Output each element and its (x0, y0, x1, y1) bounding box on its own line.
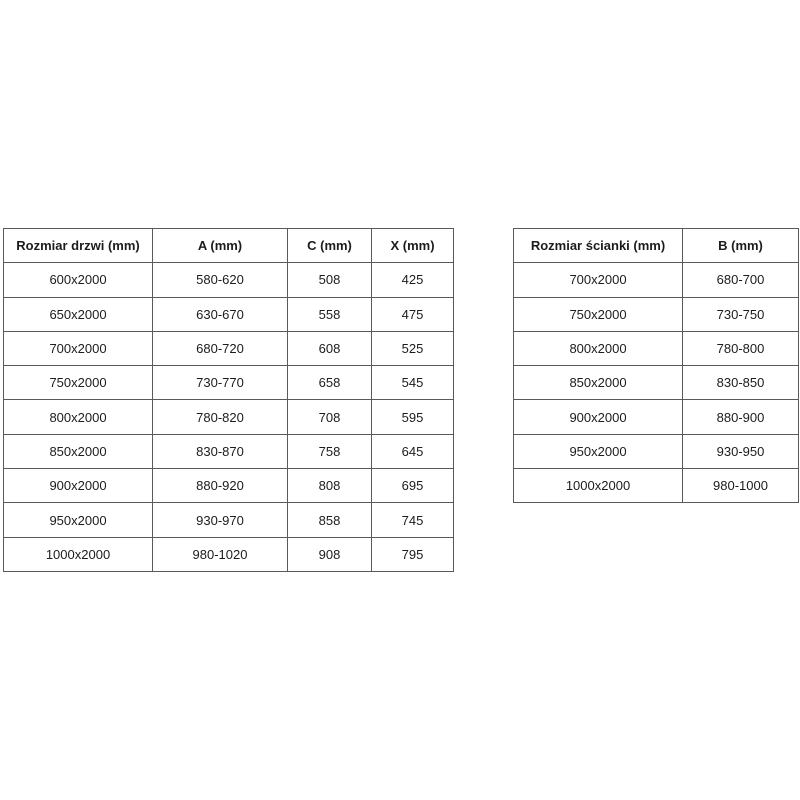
table-cell: 475 (372, 297, 454, 331)
door-size-table (3, 228, 454, 572)
table-cell: 808 (288, 469, 372, 503)
table-header-row (4, 229, 454, 263)
table-cell: 1000x2000 (514, 469, 683, 503)
table-row (514, 331, 799, 365)
table-cell: 800x2000 (4, 400, 153, 434)
table-row (4, 503, 454, 537)
table-cell: 930-970 (153, 503, 288, 537)
table-row (4, 400, 454, 434)
column-header: C (mm) (288, 229, 372, 263)
table-cell: 830-850 (683, 366, 799, 400)
column-header: B (mm) (683, 229, 799, 263)
table-row (514, 263, 799, 297)
table-row (514, 434, 799, 468)
table-cell: 780-800 (683, 331, 799, 365)
table-cell: 850x2000 (514, 366, 683, 400)
table-cell: 558 (288, 297, 372, 331)
table-cell: 595 (372, 400, 454, 434)
table-cell: 508 (288, 263, 372, 297)
table-cell: 1000x2000 (4, 537, 153, 571)
table-row (4, 263, 454, 297)
table-cell: 750x2000 (4, 366, 153, 400)
table-row (4, 366, 454, 400)
table-cell: 758 (288, 434, 372, 468)
table-cell: 708 (288, 400, 372, 434)
table-cell: 745 (372, 503, 454, 537)
table-cell: 980-1020 (153, 537, 288, 571)
table-cell: 650x2000 (4, 297, 153, 331)
table-cell: 880-920 (153, 469, 288, 503)
column-header: A (mm) (153, 229, 288, 263)
table-cell: 645 (372, 434, 454, 468)
table-cell: 525 (372, 331, 454, 365)
table-row (514, 469, 799, 503)
table-cell: 800x2000 (514, 331, 683, 365)
table-cell: 780-820 (153, 400, 288, 434)
table-cell: 695 (372, 469, 454, 503)
table-cell: 950x2000 (514, 434, 683, 468)
table-cell: 850x2000 (4, 434, 153, 468)
table-row (514, 297, 799, 331)
table-cell: 608 (288, 331, 372, 365)
table-cell: 795 (372, 537, 454, 571)
column-header: Rozmiar drzwi (mm) (4, 229, 153, 263)
table-cell: 930-950 (683, 434, 799, 468)
table-cell: 600x2000 (4, 263, 153, 297)
table-header-row (514, 229, 799, 263)
column-header: Rozmiar ścianki (mm) (514, 229, 683, 263)
table-cell: 680-700 (683, 263, 799, 297)
table-cell: 658 (288, 366, 372, 400)
table-cell: 750x2000 (514, 297, 683, 331)
table-cell: 545 (372, 366, 454, 400)
table-row (4, 469, 454, 503)
table-cell: 830-870 (153, 434, 288, 468)
table-cell: 900x2000 (514, 400, 683, 434)
table-row (514, 366, 799, 400)
table-cell: 700x2000 (4, 331, 153, 365)
table-cell: 950x2000 (4, 503, 153, 537)
table-row (4, 434, 454, 468)
table-cell: 730-770 (153, 366, 288, 400)
table-cell: 680-720 (153, 331, 288, 365)
table-row (4, 537, 454, 571)
column-header: X (mm) (372, 229, 454, 263)
table-cell: 900x2000 (4, 469, 153, 503)
table-row (4, 331, 454, 365)
table-cell: 908 (288, 537, 372, 571)
wall-size-table (513, 228, 799, 503)
table-row (4, 297, 454, 331)
table-cell: 730-750 (683, 297, 799, 331)
table-cell: 630-670 (153, 297, 288, 331)
table-cell: 980-1000 (683, 469, 799, 503)
table-cell: 858 (288, 503, 372, 537)
table-row (514, 400, 799, 434)
table-cell: 880-900 (683, 400, 799, 434)
table-cell: 425 (372, 263, 454, 297)
table-cell: 700x2000 (514, 263, 683, 297)
table-cell: 580-620 (153, 263, 288, 297)
